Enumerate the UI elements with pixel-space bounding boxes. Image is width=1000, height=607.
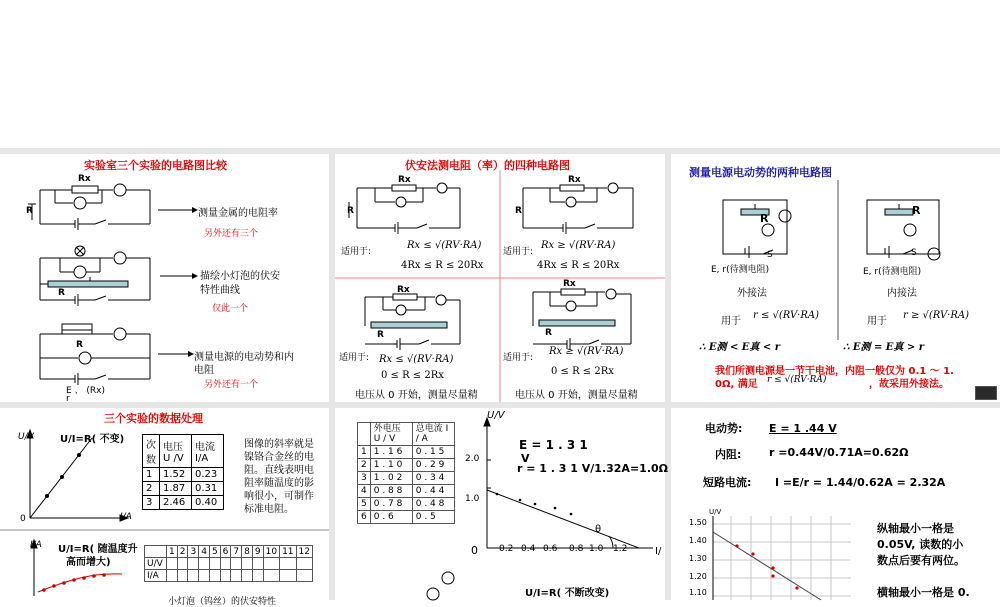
item-resistivity: 测量金属的电阻率 xyxy=(198,208,278,219)
data-table-metal xyxy=(142,434,224,510)
i-axis-label: I/ xyxy=(655,546,662,557)
curve-label-constant: U/I=R( 不变) xyxy=(60,434,125,445)
e-unit: V xyxy=(521,452,530,465)
i-axis-label: I/A xyxy=(120,512,132,522)
lamp-data-grid: 1 2 3 4 5 6 7 8 9 10 11 12 U/V I/A xyxy=(144,545,313,582)
apply-bl: 适用于: xyxy=(339,353,370,363)
curve-label-temp-2: 高而增大) xyxy=(66,557,111,568)
y-tick-120: 1.20 xyxy=(689,572,707,581)
conclusion-cond: r ≤ √(RV·RA) xyxy=(767,375,827,385)
y-tick-1: 1.0 xyxy=(465,494,480,504)
panel-emf-data xyxy=(335,408,668,600)
table-row: 1 1.52 0.23 xyxy=(143,468,224,482)
apply-tr: 适用于: xyxy=(503,247,534,257)
apply-br: 适用于: xyxy=(503,353,534,363)
voltmeter-3 xyxy=(79,352,91,364)
ia-axis-label: I/A xyxy=(30,540,42,550)
x-tick-12: 1.2 xyxy=(613,544,628,554)
y-tick-130: 1.30 xyxy=(689,554,707,563)
note-three-more: 另外还有三个 xyxy=(204,229,259,239)
panel-title: 三个实验的数据处理 xyxy=(104,412,203,425)
x-tick-08: 0.8 xyxy=(569,544,584,554)
resistor-rx-1 xyxy=(72,186,98,193)
item-lamp-line1: 描绘小灯泡的伏安 xyxy=(200,271,280,282)
rx-label-tl: Rx xyxy=(398,175,411,185)
emf-grid-chart xyxy=(671,408,1000,600)
conclusion-line2: 0Ω, 满足 xyxy=(715,379,758,390)
rheostat-2 xyxy=(48,281,128,287)
conclusion-line1: 我们所测电源是一节干电池，内阻一般仅为 0.1 ～ 1. xyxy=(715,366,954,377)
r-label-left: R xyxy=(760,212,769,225)
ui-graph xyxy=(335,408,665,600)
emf-label: 电动势: xyxy=(705,422,743,435)
use-right: 用于 xyxy=(867,316,887,327)
panel-title: 测量电源电动势的两种电路图 xyxy=(689,166,832,179)
e-equation: E = 1 . 3 1 xyxy=(519,438,588,452)
label-r-1: R xyxy=(26,206,33,216)
table-row: 3 2.46 0.40 xyxy=(143,496,224,510)
internal-method: 内接法 xyxy=(887,288,917,299)
bottom-label: U/I=R( 不断改变) xyxy=(525,588,610,599)
panel-voltammetry-circuits xyxy=(335,154,665,402)
label-rx: Rx xyxy=(78,174,91,184)
footer-e-rx: E 、 (Rx) xyxy=(66,386,106,396)
apply-tl: 适用于: xyxy=(341,247,372,257)
volt-note-br: 电压从 0 开始，测量尽量精 xyxy=(515,390,638,401)
range-bl: 0 ≤ R ≤ 2Rx xyxy=(381,370,444,381)
item-lamp-line2: 特性曲线 xyxy=(200,285,240,296)
rx-label-bl: Rx xyxy=(397,285,410,295)
curve-label-temp-1: U/I=R( 随温度升 xyxy=(58,544,138,555)
table-row: 2 1.87 0.31 xyxy=(143,482,224,496)
panel-circuit-comparison xyxy=(0,154,329,402)
label-r-3: R xyxy=(76,340,83,350)
panel-emf-circuits xyxy=(671,154,1000,402)
x-tick-06: 0.6 xyxy=(543,544,558,554)
col-current: 电流 I/A xyxy=(192,435,224,468)
ammeter-3 xyxy=(114,328,126,340)
table-row: 4 0 . 8 8 0 . 4 4 xyxy=(358,485,455,498)
short-current-label: 短路电流: xyxy=(703,476,752,489)
theta-label: θ xyxy=(595,524,602,535)
explanation-text: 图像的斜率就是 镍铬合金丝的电 阻。直线表明电 阻率随温度的影 响很小，可制作 标准电阻。 xyxy=(244,439,314,515)
r-equation: r = 1 . 3 1 V/1.32A=1.0Ω xyxy=(517,462,668,475)
uv-axis-label: U/V xyxy=(487,410,505,421)
therefore-ext: ∴ E测 < E真 < r xyxy=(699,342,781,353)
panel-title: 伏安法测电阻（率）的四种电路图 xyxy=(405,159,570,172)
y-tick-150: 1.50 xyxy=(689,518,707,527)
short-current-value: I =E/r = 1.44/0.62A = 2.32A xyxy=(775,476,946,489)
s-label-right: S xyxy=(911,248,917,258)
emf-data-table: 外电压 U / V 总电流 I / A 1 1 . 1 6 0 . 1 5 2 1 . 1 0 0 . 2 9 3 1 . 0 2 0 . 3 4 4 0 . 8 8 0 . 4 4 5 0 . 7 8 0 . 4 8 6 0 . 6 0 . 5 xyxy=(357,422,455,524)
r-label-bl: R xyxy=(377,330,384,340)
lamp-caption: 小灯泡（钨丝）的伏安特性 xyxy=(168,597,277,607)
origin-label: 0 xyxy=(20,514,26,524)
table-row: 5 0 . 7 8 0 . 4 8 xyxy=(358,498,455,511)
therefore-int: ∴ E测 = E真 > r xyxy=(843,342,925,353)
note-line3: 数点后要有两位。 xyxy=(877,554,965,567)
volt-note-bl: 电压从 0 开始，测量尽量精 xyxy=(355,390,478,401)
r-label-tr: R xyxy=(515,206,522,216)
ammeter-1 xyxy=(114,184,126,196)
origin-label: 0 xyxy=(471,544,478,557)
table-row: 6 0 . 6 0 . 5 xyxy=(358,511,455,524)
rheostat-3 xyxy=(62,324,92,330)
item-emf-line2: 电阻 xyxy=(194,365,214,376)
conclusion-line3: ，故采用外接法。 xyxy=(869,379,949,390)
panel-data-processing xyxy=(0,408,329,607)
cond-bl: Rx ≤ √(RV·RA) xyxy=(379,354,454,365)
x-tick-10: 1.0 xyxy=(589,544,604,554)
use-left: 用于 xyxy=(721,316,741,327)
table-row: 2 1 . 1 0 0 . 2 9 xyxy=(358,459,455,472)
range-br: 0 ≤ R ≤ 2Rx xyxy=(551,366,614,377)
er-left: E, r(待测电阻) xyxy=(711,265,770,275)
internal-resistance-value: r =0.44V/0.71A=0.62Ω xyxy=(769,446,909,459)
footer-r: r xyxy=(66,394,70,404)
cond-br: Rx ≥ √(RV·RA) xyxy=(549,346,624,357)
rx-label-tr: Rx xyxy=(568,175,581,185)
external-method: 外接法 xyxy=(737,288,767,299)
table-row: 3 1 . 0 2 0 . 3 4 xyxy=(358,472,455,485)
note-line1: 纵轴最小一格是 xyxy=(877,522,954,535)
voltmeter-2 xyxy=(74,266,86,278)
u-axis-label: U/V xyxy=(18,432,34,442)
y-tick-110: 1.10 xyxy=(689,588,707,597)
x-tick-02: 0.2 xyxy=(499,544,514,554)
panel-title: 实验室三个实验的电路图比较 xyxy=(84,159,227,172)
table-row: 1 1 . 1 6 0 . 1 5 xyxy=(358,446,455,459)
cond-tr: Rx ≥ √(RV·RA) xyxy=(541,240,616,251)
col-voltage: 电压 U /V xyxy=(160,435,192,468)
note-one-more: 另外还有一个 xyxy=(204,380,259,390)
label-r-2: R xyxy=(58,288,65,298)
item-emf-line1: 测量电源的电动势和内 xyxy=(194,352,294,363)
emf-value: E = 1 .44 V xyxy=(769,422,837,435)
cond-tl: Rx ≤ √(RV·RA) xyxy=(407,240,482,251)
x-tick-04: 0.4 xyxy=(521,544,536,554)
note-line4: 横轴最小一格是 0. xyxy=(877,586,970,599)
note-only-one: 仅此一个 xyxy=(212,304,249,314)
voltmeter-1 xyxy=(74,197,86,209)
range-tr: 4Rx ≤ R ≤ 20Rx xyxy=(537,260,620,271)
cond-ext: r ≤ √(RV·RA) xyxy=(753,310,820,321)
y-tick-140: 1.40 xyxy=(689,536,707,545)
r-label-tl: R xyxy=(347,206,354,216)
r-label-right: R xyxy=(912,204,921,217)
uv-label: U/V xyxy=(709,508,722,516)
col-count: 次数 xyxy=(143,435,160,468)
rx-label-br: Rx xyxy=(563,279,576,289)
s-label-left: S xyxy=(767,250,773,260)
r-label-br: R xyxy=(545,328,552,338)
cond-int: r ≥ √(RV·RA) xyxy=(903,310,970,321)
range-tl: 4Rx ≤ R ≤ 20Rx xyxy=(401,260,484,271)
internal-resistance-label: 内阻: xyxy=(715,448,742,461)
battery-icon xyxy=(975,386,997,400)
er-right: E, r(待测电阻) xyxy=(863,267,922,277)
y-tick-2: 2.0 xyxy=(465,454,480,464)
note-line2: 0.05V, 读数的小 xyxy=(877,538,964,551)
panel-emf-result xyxy=(671,408,1000,600)
ammeter-2 xyxy=(114,252,126,264)
